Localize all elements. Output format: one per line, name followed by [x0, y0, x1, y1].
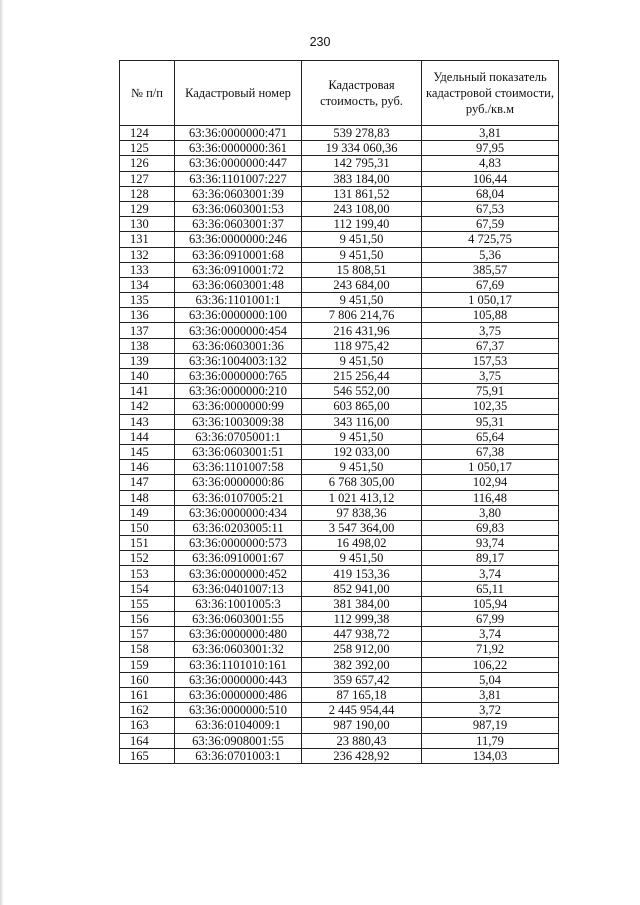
table-row — [120, 338, 559, 353]
cadastral-value: 97 838,36 — [302, 505, 422, 520]
row-number: 140 — [120, 369, 175, 384]
cadastral-value: 987 190,00 — [302, 718, 422, 733]
cadastral-number: 63:36:0000000:443 — [175, 672, 302, 687]
specific-indicator: 75,91 — [422, 384, 559, 399]
specific-indicator: 987,19 — [422, 718, 559, 733]
row-number: 133 — [120, 262, 175, 277]
row-number: 162 — [120, 703, 175, 718]
table-row — [120, 232, 559, 247]
cadastral-number: 63:36:1001005:3 — [175, 596, 302, 611]
row-number: 141 — [120, 384, 175, 399]
cadastral-value: 16 498,02 — [302, 536, 422, 551]
table-row — [120, 520, 559, 535]
row-number: 158 — [120, 642, 175, 657]
cadastral-value: 215 256,44 — [302, 369, 422, 384]
row-number: 156 — [120, 612, 175, 627]
cadastral-value: 382 392,00 — [302, 657, 422, 672]
row-number: 143 — [120, 414, 175, 429]
table-row — [120, 490, 559, 505]
table-row — [120, 186, 559, 201]
cadastral-value: 383 184,00 — [302, 171, 422, 186]
specific-indicator: 67,69 — [422, 277, 559, 292]
cadastral-number: 63:36:0000000:765 — [175, 369, 302, 384]
specific-indicator: 67,59 — [422, 217, 559, 232]
cadastral-number: 63:36:0705001:1 — [175, 429, 302, 444]
row-number: 164 — [120, 733, 175, 748]
cadastral-value: 546 552,00 — [302, 384, 422, 399]
cadastral-number: 63:36:0000000:486 — [175, 687, 302, 702]
cadastral-number: 63:36:0401007:13 — [175, 581, 302, 596]
specific-indicator: 97,95 — [422, 141, 559, 156]
table-row — [120, 141, 559, 156]
cadastral-number: 63:36:0104009:1 — [175, 718, 302, 733]
cadastral-number: 63:36:0603001:51 — [175, 444, 302, 459]
specific-indicator: 3,81 — [422, 687, 559, 702]
table-row — [120, 672, 559, 687]
specific-indicator: 102,94 — [422, 475, 559, 490]
specific-indicator: 105,88 — [422, 308, 559, 323]
cadastral-value: 447 938,72 — [302, 627, 422, 642]
specific-indicator: 106,44 — [422, 171, 559, 186]
cadastral-value: 216 431,96 — [302, 323, 422, 338]
cadastral-value: 419 153,36 — [302, 566, 422, 581]
row-number: 148 — [120, 490, 175, 505]
cadastral-number: 63:36:0910001:67 — [175, 551, 302, 566]
table-row — [120, 369, 559, 384]
page-left-edge-shadow — [0, 0, 3, 905]
specific-indicator: 67,53 — [422, 201, 559, 216]
specific-indicator: 68,04 — [422, 186, 559, 201]
row-number: 144 — [120, 429, 175, 444]
cadastral-number: 63:36:0603001:37 — [175, 217, 302, 232]
row-number: 124 — [120, 126, 175, 141]
specific-indicator: 3,80 — [422, 505, 559, 520]
row-number: 147 — [120, 475, 175, 490]
row-number: 160 — [120, 672, 175, 687]
cadastral-value: 7 806 214,76 — [302, 308, 422, 323]
row-number: 145 — [120, 444, 175, 459]
table-row — [120, 596, 559, 611]
cadastral-value: 9 451,50 — [302, 551, 422, 566]
cadastral-number: 63:36:1101007:58 — [175, 460, 302, 475]
cadastral-number: 63:36:0000000:86 — [175, 475, 302, 490]
cadastral-value: 118 975,42 — [302, 338, 422, 353]
table-row — [120, 384, 559, 399]
table-row — [120, 262, 559, 277]
specific-indicator: 4,83 — [422, 156, 559, 171]
row-number: 161 — [120, 687, 175, 702]
cadastral-number: 63:36:0107005:21 — [175, 490, 302, 505]
cadastral-value: 131 861,52 — [302, 186, 422, 201]
row-number: 165 — [120, 748, 175, 763]
table-row — [120, 733, 559, 748]
specific-indicator: 3,75 — [422, 323, 559, 338]
table-row — [120, 475, 559, 490]
table-row — [120, 581, 559, 596]
cadastral-value: 87 165,18 — [302, 687, 422, 702]
table-row — [120, 748, 559, 763]
table-body — [120, 126, 559, 764]
cadastral-value: 2 445 954,44 — [302, 703, 422, 718]
cadastral-value: 381 384,00 — [302, 596, 422, 611]
cadastral-number: 63:36:0910001:68 — [175, 247, 302, 262]
cadastral-value: 1 021 413,12 — [302, 490, 422, 505]
cadastral-value: 9 451,50 — [302, 247, 422, 262]
cadastral-value: 343 116,00 — [302, 414, 422, 429]
table-row — [120, 566, 559, 581]
cadastral-number: 63:36:0000000:573 — [175, 536, 302, 551]
row-number: 146 — [120, 460, 175, 475]
cadastral-number: 63:36:0603001:39 — [175, 186, 302, 201]
cadastral-number: 63:36:0000000:246 — [175, 232, 302, 247]
specific-indicator: 3,72 — [422, 703, 559, 718]
specific-indicator: 1 050,17 — [422, 460, 559, 475]
cadastral-value: 15 808,51 — [302, 262, 422, 277]
cadastral-number: 63:36:0000000:454 — [175, 323, 302, 338]
row-number: 129 — [120, 201, 175, 216]
header-row — [120, 61, 559, 126]
specific-indicator: 65,11 — [422, 581, 559, 596]
row-number: 134 — [120, 277, 175, 292]
specific-indicator: 385,57 — [422, 262, 559, 277]
table-row — [120, 460, 559, 475]
cadastral-number: 63:36:0603001:55 — [175, 612, 302, 627]
cadastral-number: 63:36:0000000:480 — [175, 627, 302, 642]
table-row — [120, 642, 559, 657]
table-row — [120, 687, 559, 702]
cadastral-value: 243 684,00 — [302, 277, 422, 292]
specific-indicator: 71,92 — [422, 642, 559, 657]
cadastral-value: 9 451,50 — [302, 232, 422, 247]
table-row — [120, 323, 559, 338]
cadastral-number: 63:36:1101001:1 — [175, 293, 302, 308]
cadastral-number: 63:36:0603001:36 — [175, 338, 302, 353]
row-number: 155 — [120, 596, 175, 611]
cadastral-value: 852 941,00 — [302, 581, 422, 596]
header-cadastral-value: Кадастровая стоимость, руб. — [302, 61, 422, 126]
specific-indicator: 65,64 — [422, 429, 559, 444]
table-header — [120, 61, 559, 126]
cadastral-number: 63:36:0203005:11 — [175, 520, 302, 535]
cadastral-table — [119, 60, 559, 764]
row-number: 127 — [120, 171, 175, 186]
specific-indicator: 4 725,75 — [422, 232, 559, 247]
specific-indicator: 5,36 — [422, 247, 559, 262]
cadastral-number: 63:36:0603001:53 — [175, 201, 302, 216]
cadastral-value: 9 451,50 — [302, 460, 422, 475]
table-row — [120, 156, 559, 171]
table-row — [120, 126, 559, 141]
row-number: 137 — [120, 323, 175, 338]
table-row — [120, 551, 559, 566]
specific-indicator: 67,37 — [422, 338, 559, 353]
cadastral-number: 63:36:0603001:32 — [175, 642, 302, 657]
table-row — [120, 171, 559, 186]
specific-indicator: 95,31 — [422, 414, 559, 429]
cadastral-value: 3 547 364,00 — [302, 520, 422, 535]
row-number: 126 — [120, 156, 175, 171]
cadastral-value: 9 451,50 — [302, 353, 422, 368]
cadastral-number: 63:36:1004003:132 — [175, 353, 302, 368]
specific-indicator: 5,04 — [422, 672, 559, 687]
specific-indicator: 1 050,17 — [422, 293, 559, 308]
table-row — [120, 399, 559, 414]
row-number: 152 — [120, 551, 175, 566]
table-row — [120, 308, 559, 323]
specific-indicator: 89,17 — [422, 551, 559, 566]
cadastral-value: 19 334 060,36 — [302, 141, 422, 156]
cadastral-value: 112 999,38 — [302, 612, 422, 627]
cadastral-number: 63:36:0000000:99 — [175, 399, 302, 414]
specific-indicator: 3,74 — [422, 627, 559, 642]
table-row — [120, 627, 559, 642]
cadastral-number: 63:36:0000000:510 — [175, 703, 302, 718]
cadastral-value: 243 108,00 — [302, 201, 422, 216]
cadastral-value: 112 199,40 — [302, 217, 422, 232]
table-row — [120, 444, 559, 459]
specific-indicator: 69,83 — [422, 520, 559, 535]
specific-indicator: 3,81 — [422, 126, 559, 141]
cadastral-value: 192 033,00 — [302, 444, 422, 459]
row-number: 128 — [120, 186, 175, 201]
cadastral-value: 9 451,50 — [302, 293, 422, 308]
table-row — [120, 277, 559, 292]
table-row — [120, 247, 559, 262]
specific-indicator: 105,94 — [422, 596, 559, 611]
cadastral-value: 236 428,92 — [302, 748, 422, 763]
table-row — [120, 201, 559, 216]
cadastral-value: 6 768 305,00 — [302, 475, 422, 490]
table-row — [120, 612, 559, 627]
row-number: 153 — [120, 566, 175, 581]
cadastral-number: 63:36:0000000:210 — [175, 384, 302, 399]
cadastral-number: 63:36:0000000:434 — [175, 505, 302, 520]
table-row — [120, 703, 559, 718]
cadastral-number: 63:36:0000000:100 — [175, 308, 302, 323]
specific-indicator: 116,48 — [422, 490, 559, 505]
cadastral-number: 63:36:0908001:55 — [175, 733, 302, 748]
table-row — [120, 718, 559, 733]
table-row — [120, 505, 559, 520]
cadastral-value: 539 278,83 — [302, 126, 422, 141]
table-row — [120, 657, 559, 672]
specific-indicator: 67,38 — [422, 444, 559, 459]
table-row — [120, 217, 559, 232]
table-row — [120, 414, 559, 429]
cadastral-value: 23 880,43 — [302, 733, 422, 748]
row-number: 154 — [120, 581, 175, 596]
row-number: 163 — [120, 718, 175, 733]
cadastral-number: 63:36:0000000:452 — [175, 566, 302, 581]
row-number: 139 — [120, 353, 175, 368]
row-number: 130 — [120, 217, 175, 232]
row-number: 157 — [120, 627, 175, 642]
cadastral-value: 258 912,00 — [302, 642, 422, 657]
cadastral-value: 9 451,50 — [302, 429, 422, 444]
table-row — [120, 536, 559, 551]
row-number: 142 — [120, 399, 175, 414]
cadastral-number: 63:36:0603001:48 — [175, 277, 302, 292]
row-number: 150 — [120, 520, 175, 535]
specific-indicator: 134,03 — [422, 748, 559, 763]
header-num: № п/п — [120, 61, 175, 126]
specific-indicator: 102,35 — [422, 399, 559, 414]
row-number: 136 — [120, 308, 175, 323]
row-number: 132 — [120, 247, 175, 262]
cadastral-number: 63:36:0000000:471 — [175, 126, 302, 141]
specific-indicator: 157,53 — [422, 353, 559, 368]
row-number: 149 — [120, 505, 175, 520]
cadastral-number: 63:36:0701003:1 — [175, 748, 302, 763]
specific-indicator: 106,22 — [422, 657, 559, 672]
cadastral-number: 63:36:1101010:161 — [175, 657, 302, 672]
table-row — [120, 429, 559, 444]
cadastral-number: 63:36:1101007:227 — [175, 171, 302, 186]
specific-indicator: 3,75 — [422, 369, 559, 384]
table-row — [120, 353, 559, 368]
table-row — [120, 293, 559, 308]
cadastral-value: 359 657,42 — [302, 672, 422, 687]
row-number: 138 — [120, 338, 175, 353]
row-number: 131 — [120, 232, 175, 247]
row-number: 151 — [120, 536, 175, 551]
specific-indicator: 67,99 — [422, 612, 559, 627]
row-number: 135 — [120, 293, 175, 308]
cadastral-number: 63:36:0000000:361 — [175, 141, 302, 156]
cadastral-value: 603 865,00 — [302, 399, 422, 414]
row-number: 125 — [120, 141, 175, 156]
cadastral-number: 63:36:0910001:72 — [175, 262, 302, 277]
row-number: 159 — [120, 657, 175, 672]
page-number: 230 — [309, 35, 331, 49]
cadastral-number: 63:36:1003009:38 — [175, 414, 302, 429]
header-specific-indicator: Удельный показатель кадастровой стоимости, руб./кв.м — [422, 61, 559, 126]
specific-indicator: 93,74 — [422, 536, 559, 551]
cadastral-number: 63:36:0000000:447 — [175, 156, 302, 171]
specific-indicator: 11,79 — [422, 733, 559, 748]
header-cadastral-number: Кадастровый номер — [175, 61, 302, 126]
cadastral-value: 142 795,31 — [302, 156, 422, 171]
specific-indicator: 3,74 — [422, 566, 559, 581]
